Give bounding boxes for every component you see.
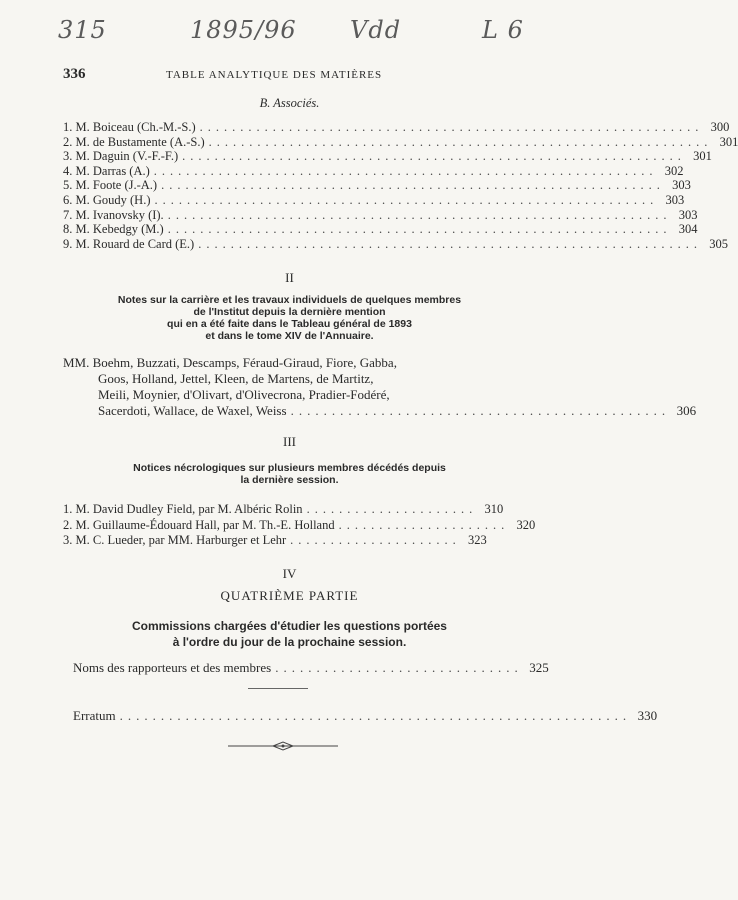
names-line: Goos, Holland, Jettel, Kleen, de Martens, de Martitz,: [98, 371, 374, 386]
section-b-title: B. Associés.: [259, 96, 320, 110]
entry-label: 2. M. Guillaume-Édouard Hall, par M. Th.-E. Holland: [63, 517, 335, 532]
heading-line: à l'ordre du jour de la prochaine session.: [172, 635, 407, 649]
heading-line: la dernière session.: [240, 474, 339, 486]
handwritten-note-1: 315: [58, 16, 107, 44]
section-iv-heading: [0, 618, 579, 650]
page-number: 336: [63, 66, 86, 82]
heading-line: et dans le tome XIV de l'Annuaire.: [205, 330, 374, 342]
entry-page: 323: [468, 533, 487, 547]
running-title: TABLE ANALYTIQUE DES MATIÈRES: [166, 69, 383, 81]
entry-label: 6. M. Goudy (H.): [63, 192, 151, 207]
section-iv-list: [73, 660, 549, 675]
entry-page: 305: [709, 236, 728, 251]
entry-label: 9. M. Rouard de Card (E.): [63, 236, 195, 251]
list-item: 3. M. C. Lueder, par MM. Harburger et Lehr ..................... 323: [63, 533, 487, 547]
heading-line: Notes sur la carrière et les travaux individuels de quelques membres: [117, 294, 462, 306]
entry-page: 320: [516, 517, 536, 532]
section-iii-list: [63, 502, 536, 549]
list-item: Noms des rapporteurs et des membres .............................. 325: [73, 660, 549, 675]
list-item: 4. M. Darras (A.) .............................................................. 302: [63, 163, 684, 178]
list-item: Erratum .............................................................. 330: [73, 708, 658, 723]
list-item: 1. M. Boiceau (Ch.-M.-S.) .............................................................. 300: [63, 120, 730, 134]
entry-page: 325: [529, 660, 549, 675]
handwritten-note-4: L 6: [482, 16, 524, 44]
entry-page: 303: [678, 207, 698, 222]
entry-page: 301: [693, 149, 712, 164]
entry-label: 3. M. C. Lueder, par MM. Harburger et Lehr: [63, 533, 287, 547]
divider: [248, 688, 308, 689]
entry-page: 303: [665, 192, 685, 207]
list-item: 6. M. Goudy (H.) .............................................................. 303: [63, 192, 685, 207]
entry-label: 4. M. Darras (A.): [63, 163, 150, 178]
erratum-page: 330: [637, 708, 658, 723]
entry-label: 5. M. Foote (J.-A.): [63, 178, 158, 193]
section-iv-numeral: IV: [282, 566, 297, 581]
section-ii-heading: [0, 294, 579, 342]
entry-label: 1. M. Boiceau (Ch.-M.-S.): [63, 120, 196, 134]
section-iii-numeral: III: [283, 434, 296, 449]
entry-page: 300: [710, 120, 730, 134]
section-b-list: [63, 120, 738, 251]
entry-label: Noms des rapporteurs et des membres: [73, 660, 272, 675]
entry-page: 303: [672, 178, 691, 193]
entry-label: 8. M. Kebedgy (M.): [63, 222, 164, 237]
entry-label: 3. M. Daguin (V.-F.-F.): [63, 149, 179, 164]
entry-page: 302: [664, 163, 684, 178]
section-ii-names: [63, 355, 697, 419]
part-title: QUATRIÈME PARTIE: [220, 588, 359, 603]
list-item: 2. M. de Bustamente (A.-S.) .............................................................. 301: [63, 134, 738, 149]
list-item: 2. M. Guillaume-Édouard Hall, par M. Th.-E. Holland ..................... 320: [63, 517, 536, 532]
entry-label: 2. M. de Bustamente (A.-S.): [63, 134, 205, 149]
section-ii-numeral: II: [285, 270, 294, 285]
names-line: MM. Boehm, Buzzati, Descamps, Féraud-Giraud, Fiore, Gabba,: [63, 355, 397, 370]
entry-label: 1. M. David Dudley Field, par M. Albéric Rolin: [63, 502, 303, 516]
entry-page: 306: [676, 403, 697, 418]
list-item: 5. M. Foote (J.-A.) .............................................................. 303: [63, 178, 691, 193]
entry-page: 301: [719, 134, 738, 149]
section-iii-heading: [0, 462, 579, 486]
entry-label: 7. M. Ivanovsky (I).: [63, 207, 164, 222]
handwritten-note-3: Vdd: [350, 16, 402, 44]
list-item: 9. M. Rouard de Card (E.) .............................................................. 305: [63, 236, 728, 251]
entry-page: 304: [678, 222, 698, 237]
list-item: 1. M. David Dudley Field, par M. Albéric Rolin ..................... 310: [63, 502, 504, 516]
list-item: 7. M. Ivanovsky (I). .............................................................. 303: [63, 207, 698, 222]
list-item: Sacerdoti, Wallace, de Waxel, Weiss .............................................. 306: [98, 403, 697, 418]
heading-line: de l'Institut depuis la dernière mention: [193, 306, 386, 318]
entry-page: 310: [484, 502, 504, 516]
names-last-line: Sacerdoti, Wallace, de Waxel, Weiss: [98, 403, 287, 418]
list-item: 8. M. Kebedgy (M.) .............................................................. 304: [63, 222, 698, 237]
heading-line: Commissions chargées d'étudier les questions portées: [132, 619, 447, 633]
ornament-divider: [228, 740, 338, 752]
erratum-label: Erratum: [73, 708, 116, 723]
handwritten-note-2: 1895/96: [190, 16, 297, 44]
heading-line: qui en a été faite dans le Tableau général de 1893: [167, 318, 412, 330]
erratum-list: [73, 708, 658, 723]
heading-line: Notices nécrologiques sur plusieurs membres décédés depuis: [133, 462, 446, 474]
names-line: Meili, Moynier, d'Olivart, d'Olivecrona, Pradier-Fodéré,: [98, 387, 390, 402]
list-item: 3. M. Daguin (V.-F.-F.) .............................................................. 301: [63, 149, 712, 164]
